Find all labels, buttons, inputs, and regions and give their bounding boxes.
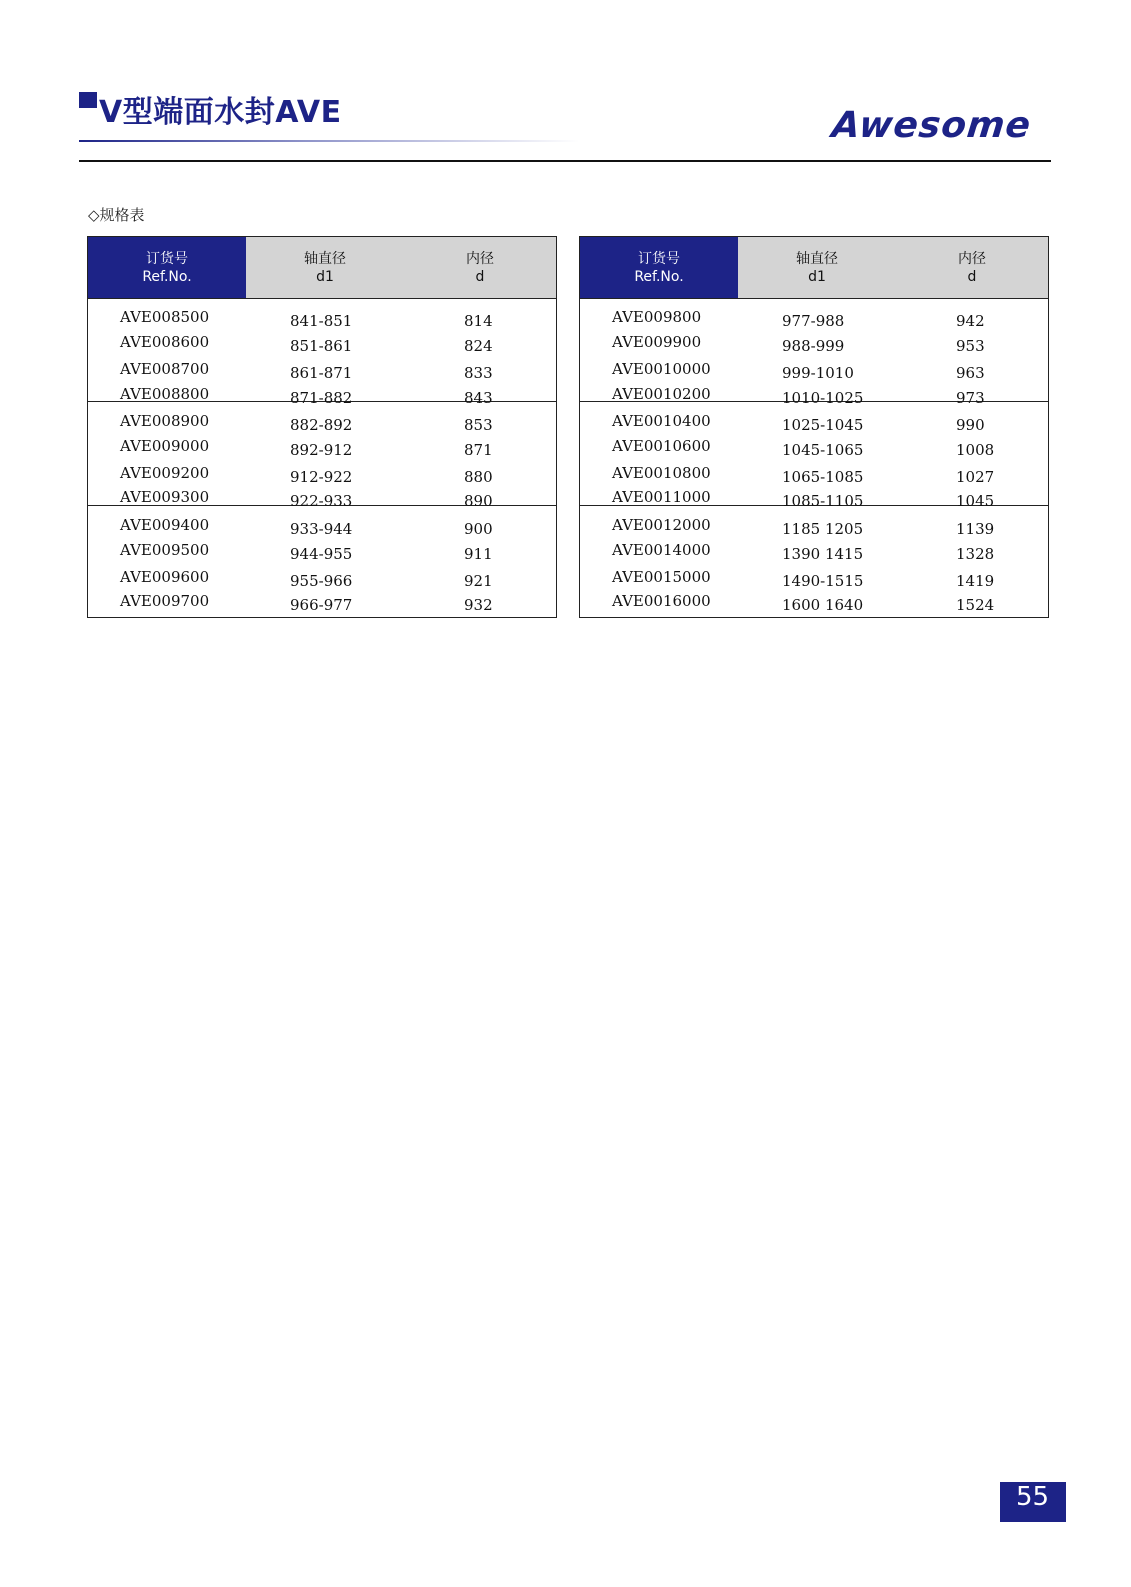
- cell-ref: AVE0011000: [612, 488, 711, 506]
- cell-ref: AVE009800: [612, 308, 702, 326]
- cell-d: 880: [464, 468, 493, 486]
- cell-ref: AVE0010400: [612, 412, 711, 430]
- cell-d: 1419: [956, 572, 995, 590]
- cell-d: 1139: [956, 520, 995, 538]
- col-ref-en: Ref.No.: [634, 268, 684, 285]
- col-d1-en: d1: [808, 268, 826, 285]
- cell-d1: 1010-1025: [782, 389, 864, 407]
- cell-d1: 912-922: [290, 468, 353, 486]
- cell-d1: 1085-1105: [782, 492, 864, 510]
- cell-d: 1008: [956, 441, 995, 459]
- cell-ref: AVE009300: [120, 488, 210, 506]
- cell-ref: AVE009900: [612, 333, 702, 351]
- col-ref-cn: 订货号: [638, 250, 680, 267]
- spec-table-right: [579, 236, 1049, 618]
- col-d-header: [896, 237, 1048, 298]
- cell-ref: AVE008700: [120, 360, 210, 378]
- cell-d: 990: [956, 416, 985, 434]
- col-d-en: d: [475, 268, 485, 285]
- cell-d: 1328: [956, 545, 995, 563]
- cell-d: 921: [464, 572, 493, 590]
- col-d1-cn: 轴直径: [304, 250, 346, 267]
- cell-ref: AVE0010800: [612, 464, 711, 482]
- cell-d: 900: [464, 520, 493, 538]
- cell-d: 1524: [956, 596, 995, 614]
- cell-ref: AVE0010600: [612, 437, 711, 455]
- table-header: [580, 237, 1048, 299]
- cell-d1: 955-966: [290, 572, 353, 590]
- cell-d: 1027: [956, 468, 995, 486]
- cell-d: 932: [464, 596, 493, 614]
- cell-d1: 1065-1085: [782, 468, 864, 486]
- brand-logo: Awesome: [829, 105, 1034, 146]
- title-underline: [79, 140, 579, 142]
- cell-d1: 1025-1045: [782, 416, 864, 434]
- title-marker: [79, 92, 97, 108]
- spec-table-left: [87, 236, 557, 618]
- cell-ref: AVE008500: [120, 308, 210, 326]
- cell-d1: 966-977: [290, 596, 353, 614]
- cell-d1: 1390 1415: [782, 545, 864, 563]
- cell-d1: 944-955: [290, 545, 353, 563]
- cell-ref: AVE009200: [120, 464, 210, 482]
- cell-ref: AVE0014000: [612, 541, 711, 559]
- cell-ref: AVE009700: [120, 592, 210, 610]
- cell-ref: AVE008900: [120, 412, 210, 430]
- cell-d1: 988-999: [782, 337, 845, 355]
- cell-d1: 851-861: [290, 337, 353, 355]
- cell-d1: 882-892: [290, 416, 353, 434]
- table-header: [88, 237, 556, 299]
- cell-d: 942: [956, 312, 985, 330]
- cell-d: 911: [464, 545, 493, 563]
- cell-d1: 933-944: [290, 520, 353, 538]
- cell-ref: AVE009000: [120, 437, 210, 455]
- cell-ref: AVE009500: [120, 541, 210, 559]
- cell-d1: 1045-1065: [782, 441, 864, 459]
- table-body: [88, 298, 556, 617]
- cell-d: 973: [956, 389, 985, 407]
- page-number: 55: [1016, 1482, 1050, 1512]
- cell-ref: AVE0010000: [612, 360, 711, 378]
- cell-d1: 861-871: [290, 364, 353, 382]
- cell-d1: 922-933: [290, 492, 353, 510]
- col-d-cn: 内径: [958, 250, 986, 267]
- col-d1-header: [246, 237, 404, 298]
- cell-d1: 871-882: [290, 389, 353, 407]
- col-d1-cn: 轴直径: [796, 250, 838, 267]
- cell-ref: AVE009400: [120, 516, 210, 534]
- section-label: ◇规格表: [88, 206, 145, 224]
- cell-d: 824: [464, 337, 493, 355]
- cell-d: 853: [464, 416, 493, 434]
- cell-d: 843: [464, 389, 493, 407]
- header-rule: [79, 160, 1051, 162]
- cell-d1: 892-912: [290, 441, 353, 459]
- col-d-header: [404, 237, 556, 298]
- cell-d1: 1185 1205: [782, 520, 864, 538]
- page-title: V型端面水封AVE: [99, 95, 342, 130]
- cell-ref: AVE0016000: [612, 592, 711, 610]
- col-ref-en: Ref.No.: [142, 268, 192, 285]
- col-ref-header: [580, 237, 738, 298]
- col-d-en: d: [967, 268, 977, 285]
- table-body: [580, 298, 1048, 617]
- col-ref-cn: 订货号: [146, 250, 188, 267]
- col-ref-header: [88, 237, 246, 298]
- cell-ref: AVE008800: [120, 385, 210, 403]
- cell-d1: 999-1010: [782, 364, 854, 382]
- cell-ref: AVE008600: [120, 333, 210, 351]
- col-d1-header: [738, 237, 896, 298]
- cell-d: 1045: [956, 492, 995, 510]
- cell-d1: 1490-1515: [782, 572, 864, 590]
- cell-d: 890: [464, 492, 493, 510]
- cell-d1: 841-851: [290, 312, 353, 330]
- col-d1-en: d1: [316, 268, 334, 285]
- cell-ref: AVE0012000: [612, 516, 711, 534]
- cell-d: 963: [956, 364, 985, 382]
- col-d-cn: 内径: [466, 250, 494, 267]
- cell-d1: 1600 1640: [782, 596, 864, 614]
- cell-ref: AVE0015000: [612, 568, 711, 586]
- cell-ref: AVE009600: [120, 568, 210, 586]
- cell-ref: AVE0010200: [612, 385, 711, 403]
- cell-d: 814: [464, 312, 493, 330]
- cell-d1: 977-988: [782, 312, 845, 330]
- cell-d: 871: [464, 441, 493, 459]
- cell-d: 953: [956, 337, 985, 355]
- cell-d: 833: [464, 364, 493, 382]
